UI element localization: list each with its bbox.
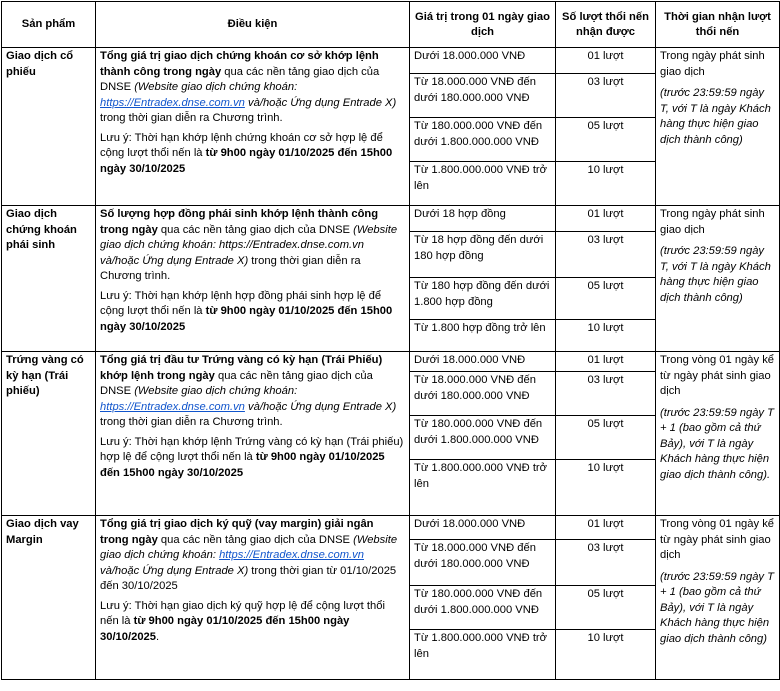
reward-time-cell bbox=[656, 516, 780, 680]
reward-time-note: (trước 23:59:59 ngày T, với T là ngày Khách hàng thực hiện giao dịch thành công) bbox=[660, 87, 771, 146]
tier-count: 05 lượt bbox=[556, 586, 656, 630]
product-name: Giao dịch cổ phiếu bbox=[2, 48, 96, 206]
reward-time-cell bbox=[656, 352, 780, 516]
tier-count: 01 lượt bbox=[556, 352, 656, 372]
tier-value: Từ 18.000.000 VNĐ đến dưới 180.000.000 VNĐ bbox=[410, 74, 556, 118]
tier-value: Từ 180.000.000 VNĐ đến dưới 1.800.000.000 VNĐ bbox=[410, 416, 556, 460]
note-end: . bbox=[156, 630, 160, 643]
condition-bold: Tổng giá trị giao dịch ký quỹ (vay margin) giải ngân trong ngày bbox=[100, 518, 374, 546]
tier-value: Từ 180.000.000 VNĐ đến dưới 1.800.000.000 VNĐ bbox=[410, 118, 556, 162]
tier-count: 03 lượt bbox=[556, 232, 656, 278]
tier-value: Dưới 18 hợp đồng bbox=[410, 206, 556, 232]
condition-italic-end: và/hoặc Ứng dụng Entrade X) bbox=[100, 564, 249, 577]
tier-value: Dưới 18.000.000 VNĐ bbox=[410, 516, 556, 540]
tier-count: 01 lượt bbox=[556, 516, 656, 540]
header-time: Thời gian nhận lượt thổi nến bbox=[656, 2, 780, 48]
tier-value: Dưới 18.000.000 VNĐ bbox=[410, 48, 556, 74]
reward-time-main: Trong vòng 01 ngày kể từ ngày phát sinh giao dịch bbox=[660, 518, 775, 561]
note-text: Lưu ý: Thời hạn khớp lệnh hợp đồng phái sinh hợp lệ để cộng lượt thổi nến là bbox=[100, 289, 382, 317]
tier-count: 10 lượt bbox=[556, 320, 656, 352]
tier-count: 10 lượt bbox=[556, 460, 656, 516]
note-period: từ 9h00 ngày 01/10/2025 đến 15h00 ngày 30/10/2025 bbox=[100, 451, 385, 479]
tier-value: Từ 1.800.000.000 VNĐ trở lên bbox=[410, 162, 556, 206]
reward-time-main: Trong ngày phát sinh giao dịch bbox=[660, 208, 765, 236]
tier-count: 10 lượt bbox=[556, 162, 656, 206]
table-row bbox=[2, 516, 780, 540]
condition-cell bbox=[96, 352, 410, 516]
tier-value: Từ 18.000.000 VNĐ đến dưới 180.000.000 VNĐ bbox=[410, 372, 556, 416]
table-row bbox=[2, 48, 780, 74]
note-text: Lưu ý: Thời hạn giao dịch ký quỹ hợp lệ để cộng lượt thổi nến là bbox=[100, 599, 385, 627]
table-row bbox=[2, 352, 780, 372]
tier-value: Từ 180 hợp đồng đến dưới 1.800 hợp đồng bbox=[410, 278, 556, 320]
condition-italic-end: và/hoặc Ứng dụng Entrade X) bbox=[244, 400, 397, 413]
note-period: từ 9h00 ngày 01/10/2025 đến 15h00 ngày 30/10/2025 bbox=[100, 305, 393, 333]
condition-cell bbox=[96, 206, 410, 352]
condition-description bbox=[100, 207, 405, 285]
tier-value: Từ 1.800.000.000 VNĐ trở lên bbox=[410, 460, 556, 516]
website-link[interactable]: https://Entradex.dnse.com.vn bbox=[100, 96, 245, 109]
tier-value: Từ 18.000.000 VNĐ đến dưới 180.000.000 VNĐ bbox=[410, 540, 556, 586]
header-product: Sản phẩm bbox=[2, 2, 96, 48]
header-value: Giá trị trong 01 ngày giao dịch bbox=[410, 2, 556, 48]
condition-text-end: trong thời gian diễn ra Chương trình. bbox=[100, 416, 283, 428]
tier-count: 10 lượt bbox=[556, 630, 656, 680]
condition-text: qua các nền tảng giao dịch của DNSE bbox=[100, 369, 373, 397]
reward-time-cell bbox=[656, 206, 780, 352]
condition-italic: (Website giao dịch chứng khoán: bbox=[134, 81, 298, 93]
condition-note bbox=[100, 599, 405, 646]
tier-value: Từ 1.800 hợp đồng trở lên bbox=[410, 320, 556, 352]
condition-description bbox=[100, 517, 405, 595]
note-period: từ 9h00 ngày 01/10/2025 đến 15h00 ngày 30/10/2025 bbox=[100, 147, 393, 175]
condition-description bbox=[100, 353, 405, 431]
condition-bold: Số lượng hợp đồng phái sinh khớp lệnh thành công trong ngày bbox=[100, 208, 379, 236]
header-count: Số lượt thổi nến nhận được bbox=[556, 2, 656, 48]
website-link[interactable]: https://Entradex.dnse.com.vn bbox=[100, 400, 245, 413]
condition-text: qua các nền tảng giao dịch của DNSE bbox=[157, 533, 354, 546]
note-text: Lưu ý: Thời hạn khớp lệnh chứng khoán cơ sở hợp lệ để cộng lượt thổi nến là bbox=[100, 131, 383, 159]
tier-count: 01 lượt bbox=[556, 48, 656, 74]
tier-value: Từ 1.800.000.000 VNĐ trở lên bbox=[410, 630, 556, 680]
tier-count: 05 lượt bbox=[556, 278, 656, 320]
tier-count: 03 lượt bbox=[556, 372, 656, 416]
website-link[interactable]: https://Entradex.dnse.com.vn bbox=[219, 549, 364, 561]
reward-conditions-table bbox=[1, 1, 780, 680]
condition-note bbox=[100, 289, 405, 336]
condition-text-end: trong thời gian diễn ra Chương trình. bbox=[100, 112, 283, 124]
product-name: Giao dịch vay Margin bbox=[2, 516, 96, 680]
condition-italic: (Website giao dịch chứng khoán: bbox=[134, 385, 298, 397]
condition-italic: (Website giao dịch chứng khoán: bbox=[100, 533, 398, 561]
tier-value: Dưới 18.000.000 VNĐ bbox=[410, 352, 556, 372]
product-name: Giao dịch chứng khoán phái sinh bbox=[2, 206, 96, 352]
condition-cell bbox=[96, 48, 410, 206]
header-row bbox=[2, 2, 780, 48]
condition-text: qua các nền tảng giao dịch của DNSE bbox=[157, 223, 354, 236]
reward-time-main: Trong vòng 01 ngày kể từ ngày phát sinh giao dịch bbox=[660, 354, 775, 397]
tier-value: Từ 180.000.000 VNĐ đến dưới 1.800.000.000 VNĐ bbox=[410, 586, 556, 630]
note-period: từ 9h00 ngày 01/10/2025 đến 15h00 ngày 30/10/2025 bbox=[100, 615, 350, 643]
condition-text-end: trong thời gian từ 01/10/2025 đến 30/10/2025 bbox=[100, 564, 397, 592]
reward-time-note: (trước 23:59:59 ngày T + 1 (bao gồm cả thứ Bảy), với T là ngày Khách hàng thực hiện giao dịch thành công). bbox=[660, 406, 774, 481]
tier-count: 03 lượt bbox=[556, 74, 656, 118]
condition-italic-end: và/hoặc Ứng dụng Entrade X) bbox=[244, 96, 397, 109]
reward-time-cell bbox=[656, 48, 780, 206]
tier-count: 05 lượt bbox=[556, 118, 656, 162]
table-row bbox=[2, 206, 780, 232]
tier-count: 05 lượt bbox=[556, 416, 656, 460]
condition-text: qua các nền tảng giao dịch của DNSE bbox=[100, 65, 380, 93]
condition-cell bbox=[96, 516, 410, 680]
header-condition: Điều kiện bbox=[96, 2, 410, 48]
condition-italic: (Website giao dịch chứng khoán: https://Entradex.dnse.com.vn và/hoặc Ứng dụng Entrade X) bbox=[100, 223, 398, 267]
tier-count: 03 lượt bbox=[556, 540, 656, 586]
note-text: Lưu ý: Thời hạn khớp lệnh Trứng vàng có kỳ hạn (Trái phiếu) hợp lệ để cộng lượt thổi nến là bbox=[100, 435, 404, 463]
condition-text-end: trong thời gian diễn ra Chương trình. bbox=[100, 254, 361, 282]
condition-description bbox=[100, 49, 405, 127]
reward-time-main: Trong ngày phát sinh giao dịch bbox=[660, 50, 765, 78]
condition-bold: Tổng giá trị đầu tư Trứng vàng có kỳ hạn (Trái Phiếu) khớp lệnh trong ngày bbox=[100, 354, 383, 382]
product-name: Trứng vàng có kỳ hạn (Trái phiếu) bbox=[2, 352, 96, 516]
condition-note bbox=[100, 435, 405, 482]
tier-value: Từ 18 hợp đồng đến dưới 180 hợp đồng bbox=[410, 232, 556, 278]
condition-note bbox=[100, 131, 405, 178]
tier-count: 01 lượt bbox=[556, 206, 656, 232]
condition-bold: Tổng giá trị giao dịch chứng khoán cơ sở khớp lệnh thành công trong ngày bbox=[100, 50, 379, 78]
reward-time-note: (trước 23:59:59 ngày T + 1 (bao gồm cả thứ Bảy), với T là ngày Khách hàng thực hiện giao dịch thành công) bbox=[660, 570, 774, 645]
reward-time-note: (trước 23:59:59 ngày T, với T là ngày Khách hàng thực hiện giao dịch thành công) bbox=[660, 245, 771, 304]
